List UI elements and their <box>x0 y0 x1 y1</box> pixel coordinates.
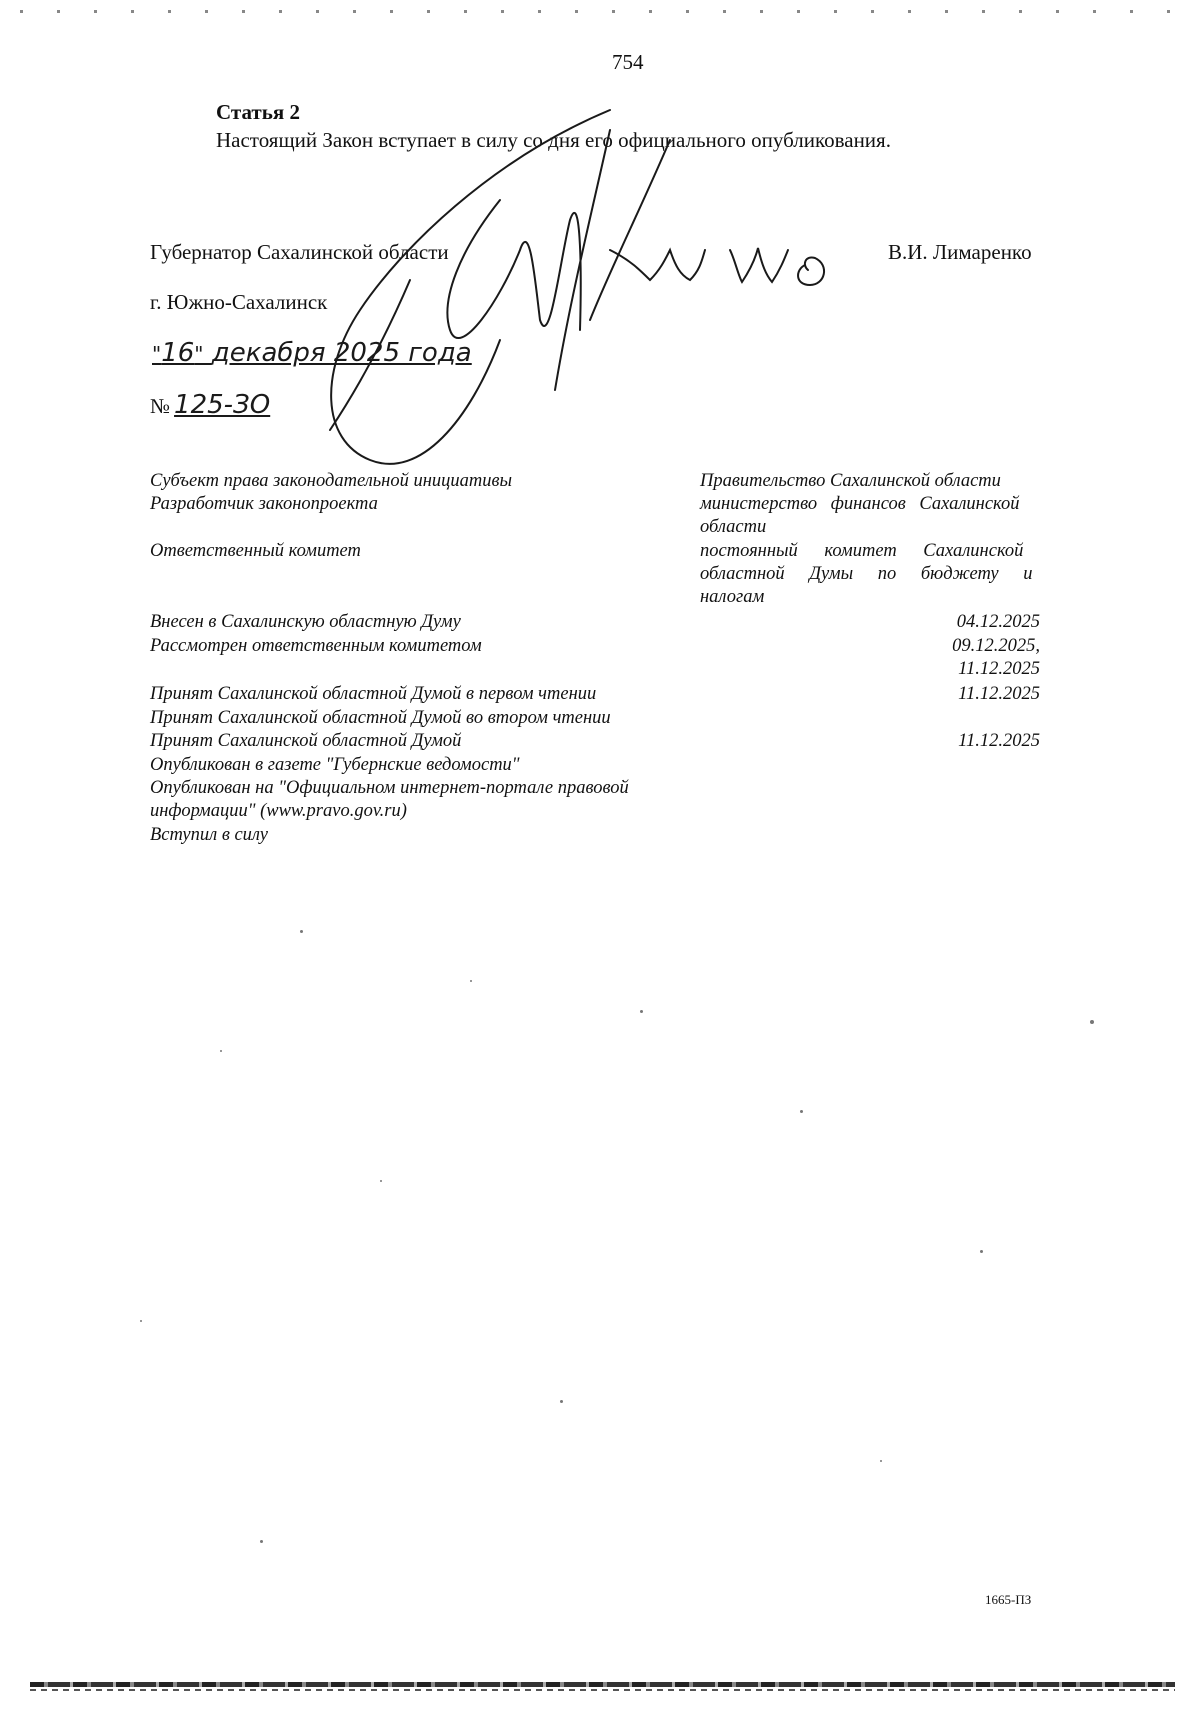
history-label-portal-line2: информации" (www.pravo.gov.ru) <box>150 801 407 821</box>
scan-speck <box>300 930 303 933</box>
info-value-initiative: Правительство Сахалинской области <box>700 471 1001 491</box>
info-label-developer: Разработчик законопроекта <box>150 494 378 514</box>
law-number <box>150 390 270 420</box>
info-value-developer-line2: области <box>700 517 767 537</box>
history-date-submitted: 04.12.2025 <box>956 612 1040 632</box>
page-number: 754 <box>612 50 644 74</box>
date-day: 16 <box>161 338 195 368</box>
scan-speck <box>260 1540 263 1543</box>
history-label-second-reading: Принят Сахалинской областной Думой во втором чтении <box>150 708 611 728</box>
info-value-developer-line1 <box>700 494 1070 515</box>
history-label-committee: Рассмотрен ответственным комитетом <box>150 636 482 656</box>
info-value-developer-line1-text: министерство финансов Сахалинской <box>700 494 1020 514</box>
date-month-year: декабря 2025 года <box>211 338 472 368</box>
scan-speck <box>140 1320 142 1322</box>
history-date-first-reading: 11.12.2025 <box>958 684 1040 704</box>
scan-speck <box>800 1110 803 1113</box>
info-label-committee: Ответственный комитет <box>150 541 361 561</box>
info-value-committee-line3: налогам <box>700 587 765 607</box>
date-close-quote: " <box>194 342 204 366</box>
scan-edge-bottom <box>30 1682 1175 1687</box>
scan-speck <box>980 1250 983 1253</box>
date-open-quote: " <box>152 342 162 366</box>
history-label-adopted: Принят Сахалинской областной Думой <box>150 731 462 751</box>
scan-speck <box>560 1400 563 1403</box>
signature-date <box>152 338 472 368</box>
article-heading: Статья 2 <box>216 100 300 124</box>
history-date-adopted: 11.12.2025 <box>958 731 1040 751</box>
governor-name: В.И. Лимаренко <box>888 240 1032 264</box>
number-prefix: № <box>150 394 171 418</box>
scan-speck <box>470 980 472 982</box>
footer-code: 1665-ПЗ <box>985 1592 1032 1607</box>
city: г. Южно-Сахалинск <box>150 290 328 314</box>
scan-noise-top <box>20 10 1180 13</box>
info-value-committee-line2: областной Думы по бюджету и <box>700 564 1033 584</box>
governor-title: Губернатор Сахалинской области <box>150 240 449 264</box>
history-label-submitted: Внесен в Сахалинскую областную Думу <box>150 612 461 632</box>
history-label-first-reading: Принят Сахалинской областной Думой в первом чтении <box>150 684 597 704</box>
history-date-committee-1: 09.12.2025, <box>952 636 1040 656</box>
scan-speck <box>640 1010 643 1013</box>
scan-speck <box>1090 1020 1094 1024</box>
scan-edge-bottom-secondary <box>30 1689 1175 1691</box>
scan-speck <box>220 1050 222 1052</box>
scan-speck <box>880 1460 882 1462</box>
signature-image <box>310 100 870 480</box>
history-date-committee-2: 11.12.2025 <box>958 659 1040 679</box>
number-value: 125-ЗО <box>174 390 271 420</box>
info-value-committee-line1: постоянный комитет Сахалинской <box>700 541 1024 561</box>
history-label-in-force: Вступил в силу <box>150 825 268 845</box>
article-text: Настоящий Закон вступает в силу со дня его официального опубликования. <box>216 128 891 152</box>
info-label-initiative: Субъект права законодательной инициативы <box>150 471 513 491</box>
history-label-gazette: Опубликован в газете "Губернские ведомости" <box>150 755 520 775</box>
history-label-portal-line1: Опубликован на "Официальном интернет-портале правовой <box>150 778 629 798</box>
scan-speck <box>380 1180 382 1182</box>
